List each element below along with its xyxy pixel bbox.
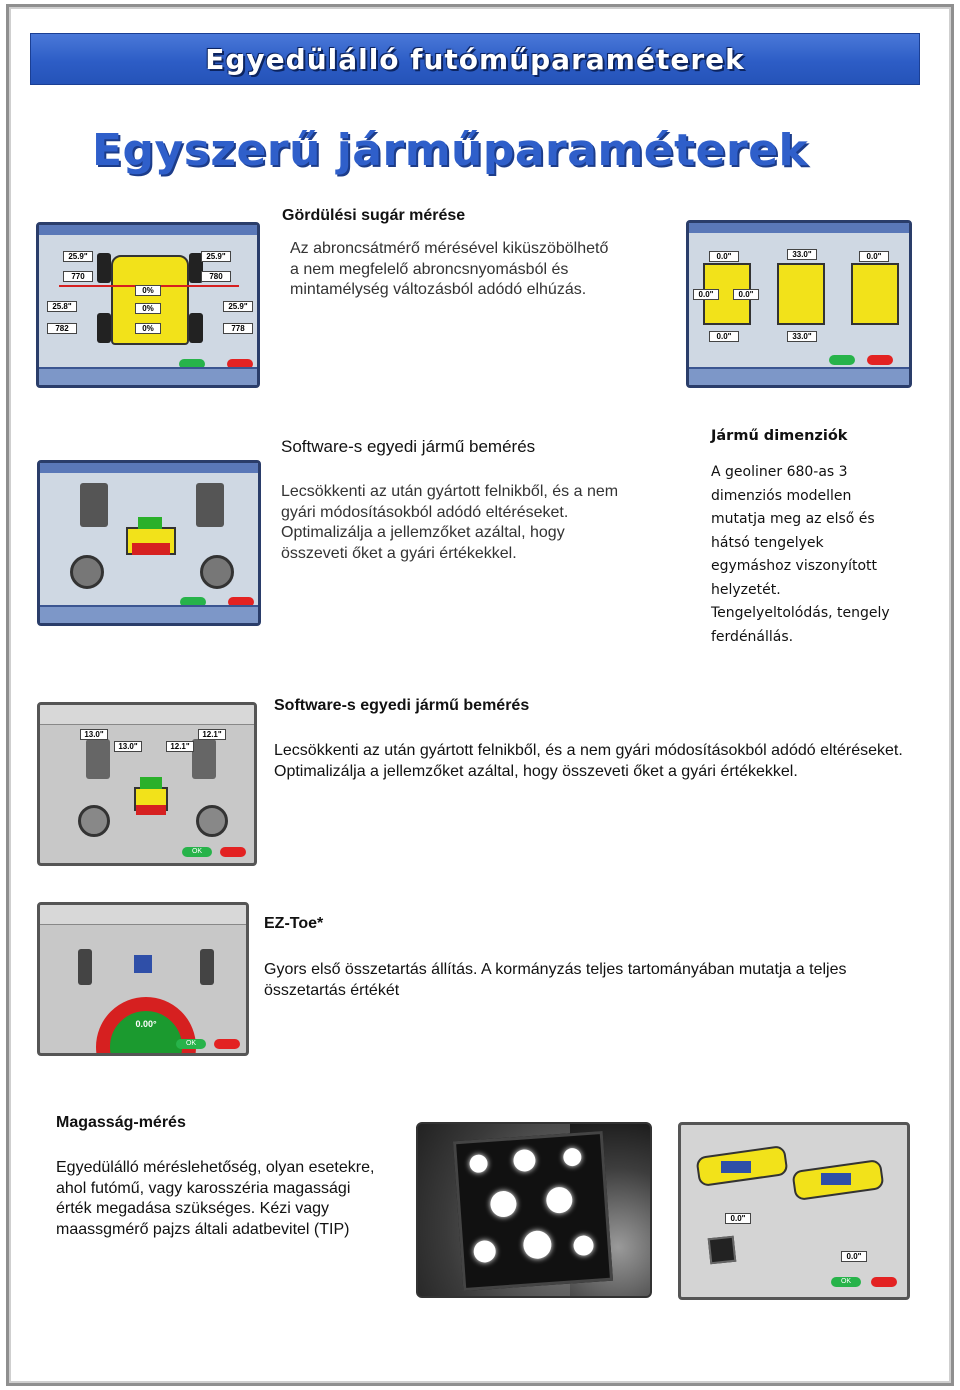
value-box: 12.1" — [166, 741, 194, 752]
custom-vehicle-2-screenshot — [37, 702, 257, 866]
target-dot — [563, 1148, 582, 1167]
car-roof-icon — [138, 517, 162, 529]
target-dot — [573, 1235, 594, 1256]
value-box: 0.0" — [725, 1213, 751, 1224]
target-dot — [522, 1230, 552, 1260]
target-dot — [473, 1240, 496, 1263]
wheel-icon — [78, 805, 110, 837]
wheel-icon — [200, 949, 214, 985]
car-bumper-icon — [136, 805, 166, 815]
wheel-icon — [97, 253, 111, 283]
value-box: 25.9" — [201, 251, 231, 262]
screen-toolbar — [39, 367, 257, 385]
wheel-icon — [80, 483, 108, 527]
custom-vehicle-screenshot — [37, 460, 261, 626]
car-window-icon — [721, 1161, 751, 1173]
value-box: 0.0" — [693, 289, 719, 300]
value-box: 0.0" — [841, 1251, 867, 1262]
value-box: 0% — [135, 303, 161, 314]
wheel-icon — [78, 949, 92, 985]
cancel-button-icon — [871, 1277, 897, 1287]
value-box: 25.9" — [223, 301, 253, 312]
custom-vehicle-heading: Software-s egyedi jármű bemérés — [281, 437, 536, 456]
banner-title: Egyedülálló futóműparaméterek — [205, 42, 745, 76]
rolling-radius-heading: Gördülési sugár mérése — [282, 207, 466, 224]
value-box: 0.0" — [859, 251, 889, 262]
value-box: 780 — [201, 271, 231, 282]
wheel-icon — [196, 483, 224, 527]
wheel-icon — [97, 313, 111, 343]
ok-button-icon: OK — [176, 1039, 206, 1049]
car-roof-icon — [140, 777, 162, 789]
height-target-photo — [416, 1122, 652, 1298]
ez-toe-text: Gyors első összetartás állítás. A kormányzás teljes tartományában mutatja a teljes összetartás értékét — [264, 961, 847, 999]
rolling-radius-screenshot — [36, 222, 260, 388]
gauge-value: 0.00° — [135, 1019, 157, 1029]
screen-titlebar — [689, 223, 909, 233]
custom-vehicle-2-text: Lecsökkenti az után gyártott felnikből, és a nem gyári módosításokból adódó eltéréseket. Optimalizálja a jellemzőket azáltal, hogy összeveti őket a gyári értékekkel. — [274, 742, 903, 780]
screen-titlebar — [39, 225, 257, 235]
screen-titlebar — [40, 463, 258, 473]
car-window-icon — [821, 1173, 851, 1185]
vehicle-dimensions-text: A geoliner 680-as 3 dimenziós modellen mutatja meg az első és hátsó tengelyek egymáshoz viszonyított helyzetét. Tengelyeltolódás, tengely ferdénállás. — [711, 464, 890, 645]
rolling-radius-text: Az abroncsátmérő mérésével kiküszöbölhető a nem megfelelő abroncsnyomásból és mintamélység változásból adódó elhúzás. — [290, 240, 609, 298]
value-box: 25.9" — [63, 251, 93, 262]
ok-button-icon: OK — [182, 847, 212, 857]
value-box: 0% — [135, 285, 161, 296]
value-box: 0% — [135, 323, 161, 334]
target-dot — [490, 1190, 518, 1218]
value-box: 770 — [63, 271, 93, 282]
target-plate-image — [453, 1131, 613, 1291]
ok-button-icon: OK — [831, 1277, 861, 1287]
wheel-icon — [196, 805, 228, 837]
ok-button-icon — [829, 355, 855, 365]
custom-vehicle-text: Lecsökkenti az után gyártott felnikből, és a nem gyári módosításokból adódó eltéréseket. Optimalizálja a jellemzőket azáltal, hogy összeveti őket a gyári értékekkel. — [281, 483, 619, 562]
car-body-icon — [851, 263, 899, 325]
wheel-icon — [189, 313, 203, 343]
value-box: 0.0" — [733, 289, 759, 300]
screen-icon-toolbar — [40, 705, 254, 725]
target-dot — [469, 1154, 488, 1173]
car-bumper-icon — [132, 543, 170, 555]
value-box: 33.0" — [787, 331, 817, 342]
target-dot — [513, 1149, 536, 1172]
screen-toolbar — [40, 605, 258, 623]
value-box: 12.1" — [198, 729, 226, 740]
value-box: 25.8" — [47, 301, 77, 312]
value-box: 13.0" — [114, 741, 142, 752]
target-thumbnail-icon — [708, 1236, 737, 1265]
ride-height-screenshot — [678, 1122, 910, 1300]
value-box: 0.0" — [709, 331, 739, 342]
ez-toe-screenshot — [37, 902, 249, 1056]
page-subtitle: Egyszerű járműparaméterek — [92, 125, 809, 176]
wheel-icon — [86, 739, 110, 779]
screen-toolbar — [689, 367, 909, 385]
cancel-button-icon — [214, 1039, 240, 1049]
steering-icon — [134, 955, 152, 973]
cancel-button-icon — [220, 847, 246, 857]
wheel-icon — [192, 739, 216, 779]
value-box: 33.0" — [787, 249, 817, 260]
ride-height-heading: Magasság-mérés — [56, 1114, 186, 1131]
vehicle-dimensions-heading: Jármű dimenziók — [711, 428, 848, 444]
title-banner — [30, 33, 920, 85]
value-box: 782 — [47, 323, 77, 334]
ez-toe-heading: EZ-Toe* — [264, 915, 324, 932]
cancel-button-icon — [867, 355, 893, 365]
value-box: 13.0" — [80, 729, 108, 740]
vehicle-dimensions-screenshot — [686, 220, 912, 388]
wheel-icon — [200, 555, 234, 589]
wheel-icon — [70, 555, 104, 589]
value-box: 778 — [223, 323, 253, 334]
car-body-icon — [777, 263, 825, 325]
screen-icon-toolbar — [40, 905, 246, 925]
target-dot — [545, 1186, 573, 1214]
custom-vehicle-2-heading: Software-s egyedi jármű bemérés — [274, 697, 530, 714]
value-box: 0.0" — [709, 251, 739, 262]
ride-height-text: Egyedülálló méréslehetőség, olyan esetekre, ahol futómű, vagy karosszéria magassági érték megadása szükséges. Kézi vagy maassgmérő pajzs általi adatbevitel (TIP) — [56, 1159, 375, 1238]
